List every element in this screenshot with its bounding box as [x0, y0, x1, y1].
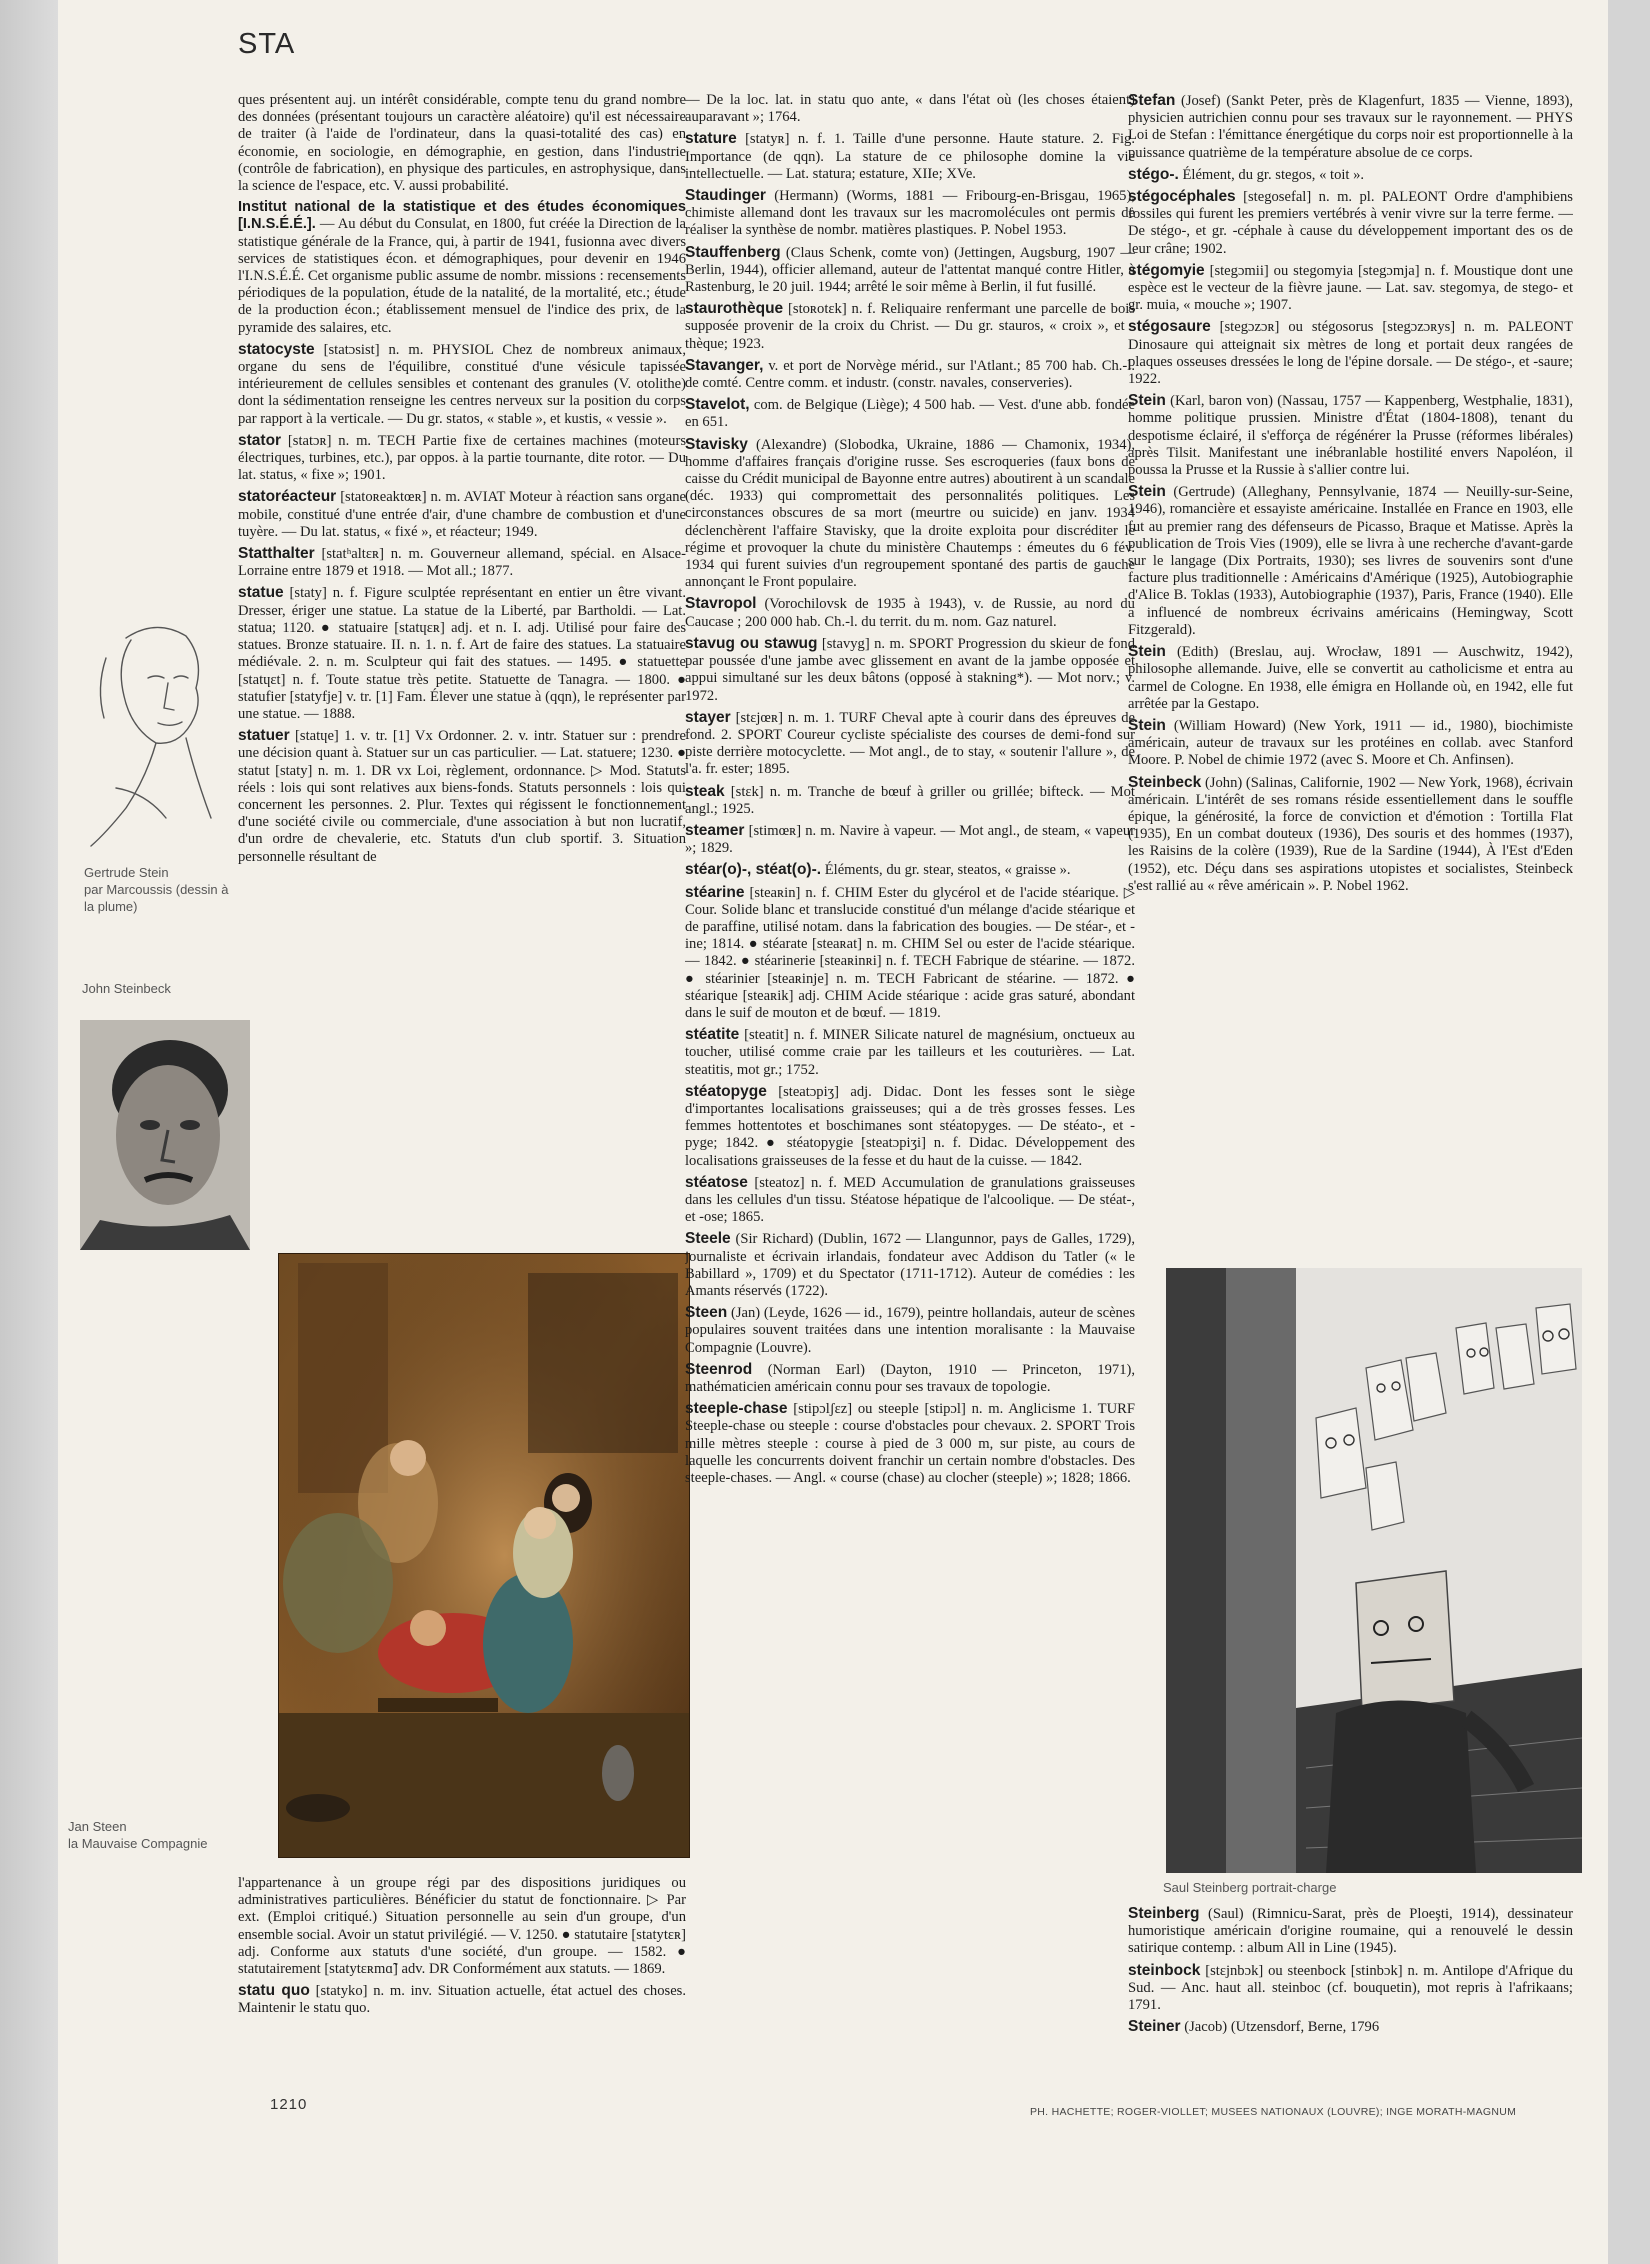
- photo-image: [80, 1020, 250, 1250]
- entry-statthalter: Statthalter [statʰaltɛʀ] n. m. Gouverneur allemand, spécial. en Alsace-Lorraine entre 1879 et 1918. — Mot all.; 1877.: [238, 545, 686, 580]
- page-number: 1210: [270, 2096, 308, 2113]
- column-1: [238, 92, 686, 1232]
- caption-saul-steinberg: Saul Steinberg portrait-charge: [1163, 1880, 1337, 1895]
- caption-steinberg-detail: portrait-charge: [1251, 1880, 1337, 1895]
- entry-stefan: Stefan (Josef) (Sankt Peter, près de Klagenfurt, 1835 — Vienne, 1893), physicien autrichien connu pour ses travaux sur le rayonnement. — PHYS Loi de Stefan : l'émittance énergétique du corps noir est proportionnelle à la puissance quatrième de la température absolue de ce corps.: [1128, 92, 1573, 161]
- entry-steinbock: steinbock [stɛjnbɔk] ou steenbock [stinbɔk] n. m. Antilope d'Afrique du Sud. — Anc. haut all. steinboc (cf. bouquetin), mot repris à l'afrikaans; 1791.: [1128, 1961, 1573, 2014]
- caption-john-steinbeck: John Steinbeck: [82, 981, 171, 996]
- entry-stein-gertrude: Stein (Gertrude) (Alleghany, Pennsylvanie, 1874 — Neuilly-sur-Seine, 1946), romancière et essayiste américaine. Installée en France en 1903, elle fut au premier rang des défenseurs de Picasso, Braque et Matisse. Après la publication de Trois Vies (1909), elle se livra à une recherche d'avant-garde sur le langage (Dix Portraits, 1930); ses livres de souvenirs sont d'une facture plus traditionnelle : Américains d'Amérique (1925), Autobiographie d'Alice B. Toklas (1933), Autobiographie (1937), Paris, France (1940). Elle a influencé de nombreux écrivains américains (Hemingway, Scott Fitzgerald).: [1128, 483, 1573, 638]
- entry-statistique-cont: ques présentent auj. un intérêt considérable, compte tenu du grand nombre des données (présentant toujours un caractère aléatoire) qu'il est nécessaire de traiter (à l'aide de l'ordinateur, dans la quasi-totalité des cas) en économie, en sociologie, en démographie, en gestion, dans l'industrie (contrôle de fabrication), en physique des particules, en astrophysique, dans la science de l'espace, etc. V. aussi probabilité.: [238, 92, 686, 195]
- entry-stein-william: Stein (William Howard) (New York, 1911 — id., 1980), biochimiste américain, auteur de travaux sur les protéines en collab. avec Stanford Moore. P. Nobel de chimie 1972 (avec S. Moore et Ch. Anfinsen).: [1128, 716, 1573, 769]
- entry-statocyste: statocyste [statɔsist] n. m. PHYSIOL Chez de nombreux animaux, organe du sens de l'équilibre, constitué d'une vésicule tapissée intérieurement de cellules sensibles et contenant des granules (V. otolithe) dont la sédimentation renseigne les centres nerveux sur la position du corps par rapport à la verticale. — Du gr. statos, « stable », et kustis, « vessie ».: [238, 340, 686, 427]
- entry-statu-quo-cont: — De la loc. lat. in statu quo ante, « dans l'état où (les choses étaient) auparavant »; 1764.: [685, 92, 1135, 126]
- entry-staudinger: Staudinger (Hermann) (Worms, 1881 — Fribourg-en-Brisgau, 1965), chimiste allemand dont les travaux sur les macromolécules ont permis de réaliser la synthèse de nombr. matières plastiques. P. Nobel 1953.: [685, 187, 1135, 239]
- entry-stegocephales: stégocéphales [stegosefal] n. m. pl. PALEONT Ordre d'amphibiens fossiles qui furent les premiers vertébrés à venir vivre sur la terre ferme. — De stégo-, et gr. -céphale à cause du développement important des os de leur crâne; 1902.: [1128, 188, 1573, 257]
- painting-image: [278, 1253, 690, 1858]
- entry-steak: steak [stɛk] n. m. Tranche de bœuf à griller ou grillée; bifteck. — Mot angl.; 1925.: [685, 782, 1135, 817]
- entry-statoreacteur: statoréacteur [statoʀeaktœʀ] n. m. AVIAT Moteur à réaction sans organe mobile, constitué d'une entrée d'air, d'une chambre de combustion et d'une tuyère. — Du lat. status, « fixé », et réacteur; 1949.: [238, 488, 686, 540]
- entry-stavisky: Stavisky (Alexandre) (Slobodka, Ukraine, 1886 — Chamonix, 1934), homme d'affaires français d'origine russe. Ses escroqueries (faux bons de caisse du Crédit municipal de Bayonne entre autres) aboutirent à un scandale (déc. 1933) qui compromettait des personnalités politiques. Les circonstances obscures de sa mort (meurtre ou suicide) en janv. 1934 déclenchèrent l'affaire Stavisky, que la droite exploita pour discréditer le régime et provoquer la chute du ministère Chautemps : émeutes du 6 fév. 1934 qui furent suivies d'un regroupement spontané des partis de gauche annonçant le Front populaire.: [685, 435, 1135, 591]
- entry-steiner: Steiner (Jacob) (Utzensdorf, Berne, 1796: [1128, 2018, 1380, 2036]
- entry-stegosaure: stégosaure [stegɔzɔʀ] ou stégosorus [stegɔzɔʀys] n. m. PALEONT Dinosaure qui atteignait six mètres de long et portait deux rangées de plaques osseuses dressées le long de l'épine dorsale. — De stégo-, et -saure; 1922.: [1128, 318, 1573, 388]
- john-steinbeck-photo: [80, 1020, 250, 1250]
- running-header: STA: [238, 28, 296, 60]
- entry-stavropol: Stavropol (Vorochilovsk de 1935 à 1943), v. de Russie, au nord du Caucase ; 200 000 hab. Ch.-l. du territ. du m. nom. Gaz naturel.: [685, 595, 1135, 630]
- entry-stavelot: Stavelot, com. de Belgique (Liège); 4 500 hab. — Vest. d'une abb. fondée en 651.: [685, 396, 1135, 431]
- entry-stature: stature [statyʀ] n. f. 1. Taille d'une personne. Haute stature. 2. Fig. Importance (de qqn). La stature de ce philosophe domine la vie intellectuelle. — Lat. statura; estature, XIIe; XVe.: [685, 130, 1135, 182]
- entry-steinberg: Steinberg (Saul) (Rimnicu-Sarat, près de Ploeşti, 1914), dessinateur humoristique américain d'origine roumaine, qui a renouvelé le dessin satirique contemp. : album All in Line (1945).: [1128, 1905, 1573, 1957]
- entry-steatite: stéatite [steatit] n. f. MINER Silicate naturel de magnésium, onctueux au toucher, utilisé comme craie par les tailleurs et les couturières. — Lat. steatitis, mot gr.; 1752.: [685, 1026, 1135, 1078]
- caption-jan-steen: Jan Steen la Mauvaise Compagnie: [68, 1819, 208, 1851]
- painting-mauvaise-compagnie: [278, 1253, 690, 1858]
- entry-stego: stégo-. Élément, du gr. stegos, « toit ».: [1128, 165, 1365, 183]
- entry-stauffenberg: Stauffenberg (Claus Schenk, comte von) (Jettingen, Augsburg, 1907 — Berlin, 1944), officier allemand, auteur de l'attentat manqué contre Hitler, à Rastenburg, le 20 juil. 1944; arrêté le soir même à Berlin, il fut fusillé.: [685, 243, 1135, 296]
- scan-margin: [0, 0, 58, 2264]
- column-1-continued: [238, 1875, 686, 2070]
- column-3-continued: [1128, 1905, 1573, 2085]
- entry-statue: statue [staty] n. f. Figure sculptée représentant en entier un être vivant. Dresser, ériger une statue. La statue de la Liberté, par Bartholdi. — Lat. statua; 1120. ● statuaire [statɥɛʀ] adj. et n. I. adj. Utilisé pour faire des statues. Bronze statuaire. II. n. 1. n. f. Art de faire des statues. La statuaire médiévale. 2. n. m. Sculpteur qui fait des statues. — 1495. ● statuette [statɥɛt] n. f. Toute statue très petite. Statuette de Tanagra. — 1800. ● statufier [statyfje] v. tr. [1] Fam. Élever une statue à (qqn), le représenter par une statue. — 1888.: [238, 584, 686, 722]
- caption-gertrude-stein: Gertrude Stein par Marcoussis (dessin à la plume): [84, 865, 229, 914]
- entry-stear: stéar(o)-, stéat(o)-. Éléments, du gr. stear, steatos, « graisse ».: [685, 861, 1071, 879]
- entry-insee: Institut national de la statistique et des études économiques [I.N.S.É.É.]. — Au début du Consulat, en 1800, fut créée la Direction de la statistique générale de la France, qui, à partir de 1941, fusionna avec divers services de statistiques écon. et démographiques, pour devenir en 1946 l'I.N.S.É.É. Cet organisme public assume de nombr. missions : recensements périodiques de la population, étude de la natalité, de la mortalité, etc.; étude de la production écon.; établissement mensuel de l'indice des prix, de la pyramide des salaires, etc.: [238, 199, 686, 336]
- photo-credits: PH. HACHETTE; ROGER-VIOLLET; MUSEES NATIONAUX (LOUVRE); INGE MORATH-MAGNUM: [1030, 2106, 1517, 2118]
- sketch-image: [86, 618, 216, 848]
- entry-stator: stator [statɔʀ] n. m. TECH Partie fixe de certaines machines (moteurs électriques, turbines, etc.), par oppos. à la partie tournante, dite rotor. — Du lat. status, « fixe »; 1901.: [238, 431, 686, 484]
- entry-stein-karl: Stein (Karl, baron von) (Nassau, 1757 — Kappenberg, Westphalie, 1831), homme politique prussien. Ministre d'État (1804-1808), tenant du despotisme éclairé, il s'efforça de régénérer la Prusse (réformes libérales) après Tilsit. Manifestant une inébranlable hostilité envers Napoléon, il poussa la Prusse et la Russie à s'allier contre lui.: [1128, 392, 1573, 479]
- entry-stavug: stavug ou stawug [stavyg] n. m. SPORT Progression du skieur de fond par poussée d'une jambe avec glissement en avant de la jambe opposée et appui simultané sur les deux bâtons (opposé à stakning*). — Mot norv.; v. 1972.: [685, 634, 1135, 704]
- saul-steinberg-photo: [1166, 1268, 1582, 1873]
- entry-steatopyge: stéatopyge [steatɔpiʒ] adj. Didac. Dont les fesses sont le siège d'importantes localisations graisseuses; qui a de très grosses fesses. Les femmes hottentotes et boschimanes sont stéatopyges. — De stéato-, et -pyge; 1842. ● stéatopygie [steatɔpiʒi] n. f. Didac. Développement des localisations graisseuses de la fesse et du haut de la cuisse. — 1842.: [685, 1082, 1135, 1169]
- gertrude-stein-drawing: [86, 618, 216, 848]
- entry-steamer: steamer [stimœʀ] n. m. Navire à vapeur. — Mot angl., de steam, « vapeur »; 1829.: [685, 821, 1135, 857]
- entry-stayer: stayer [stɛjœʀ] n. m. 1. TURF Cheval apte à courir dans des épreuves de fond. 2. SPORT Coureur cycliste spécialiste des courses de demi-fond sur piste derrière motocyclette. — Mot angl., de to stay, « soutenir l'allure », de l'a. fr. ester; 1895.: [685, 708, 1135, 778]
- entry-steatose: stéatose [steatoz] n. f. MED Accumulation de granulations graisseuses dans les cellules d'un tissu. Stéatose hépatique de l'alcoolique. — De stéat-, et -ose; 1865.: [685, 1173, 1135, 1226]
- entry-staurotheque: staurothèque [stoʀotɛk] n. f. Reliquaire renfermant une parcelle de bois supposée provenir de la croix du Christ. — Du gr. stauros, « croix », et -thèque; 1923.: [685, 300, 1135, 352]
- entry-stearine: stéarine [steaʀin] n. f. CHIM Ester du glycérol et de l'acide stéarique. ▷ Cour. Solide blanc et translucide constitué d'un mélange d'acide stéarique et de paraffine, utilisé notam. dans la fabrication des bougies. — De stéar-, et -ine; 1814. ● stéarate [steaʀat] n. m. CHIM Sel ou ester de l'acide stéarique. — 1842. ● stéarinerie [steaʀinʀi] n. f. TECH Fabrique de stéarine. — 1872. ● stéarinier [steaʀinje] n. m. TECH Fabricant de stéarine. — 1872. ● stéarique [steaʀik] adj. CHIM Acide stéarique : acide gras saturé, abondant dans le suif de mouton et de bœuf. — 1819.: [685, 883, 1135, 1021]
- entry-steinbeck: Steinbeck (John) (Salinas, Californie, 1902 — New York, 1968), écrivain américain. L'intérêt de ses romans réside essentiellement dans le souffle épique, la générosité, la force de conviction et d'émotion : Tortilla Flat (1935), En un combat douteux (1936), Des souris et des hommes (1937), les Raisins de la colère (1939), Rue de la Sardine (1944), À l'Est d'Eden (1952), etc. Déçu dans ses aspirations utopistes et socialistes, Steinbeck s'est rallié au « rêve américain ». P. Nobel 1962.: [1128, 773, 1573, 894]
- entry-steele: Steele (Sir Richard) (Dublin, 1672 — Llangunnor, pays de Galles, 1729), journaliste et écrivain irlandais, fondateur avec Addison du Tatler (« le Babillard », 1709) et du Spectator (1711-1712). Auteur de comédies : les Amants réservés (1722).: [685, 1230, 1135, 1299]
- column-3: [1128, 92, 1573, 1262]
- entry-statu-quo: statu quo [statyko] n. m. inv. Situation actuelle, état actuel des choses. Maintenir le statu quo.: [238, 1982, 686, 2017]
- column-2: [685, 92, 1135, 2082]
- entry-statuer: statuer [statɥe] 1. v. tr. [1] Vx Ordonner. 2. v. intr. Statuer sur : prendre une décision quant à. Statuer sur un cas particulier. — Lat. statuere; 1230. ● statut [staty] n. m. 1. DR vx Loi, règlement, ordonnance. ▷ Mod. Statuts réels : lois qui sont relatives aux biens-fonds. Statuts personnels : lois qui concernent les personnes. 2. Plur. Textes qui régissent le fonctionnement d'une société civile ou commerciale, d'une association à but non lucratif, d'un ordre de chevalerie, etc. Statuts d'un club sportif. 3. Situation personnelle résultant de: [238, 727, 686, 865]
- entry-steen: Steen (Jan) (Leyde, 1626 — id., 1679), peintre hollandais, auteur de scènes populaires souvent traitées dans une intention moralisante : la Mauvaise Compagnie (Louvre).: [685, 1304, 1135, 1356]
- entry-stein-edith: Stein (Edith) (Breslau, auj. Wrocław, 1891 — Auschwitz, 1942), philosophe allemande. Juive, elle se convertit au catholicisme et entra au carmel de Cologne. En 1938, elle émigra en Hollande où, en 1942, elle fut arrêtée par la Gestapo.: [1128, 643, 1573, 712]
- photo-image: [1166, 1268, 1582, 1873]
- entry-stegomyie: stégomyie [stegɔmii] ou stegomyia [stegɔmja] n. f. Moustique dont une espèce est le vecteur de la fièvre jaune. — Lat. sav. stegomya, de stego- et gr. muia, « mouche »; 1907.: [1128, 261, 1573, 314]
- entry-statut-cont: l'appartenance à un groupe régi par des dispositions juridiques ou administratives particulières. Bénéficier du statut de fonctionnaire. ▷ Par ext. (Emploi critiqué.) Situation personnelle au sein d'un groupe, d'un ensemble social. Avoir un statut privilégié. — V. 1250. ● statutaire [statytɛʀ] adj. Conforme aux statuts d'une société, d'un groupe. — 1582. ● statutairement [statytɛʀmɑ̃] adv. DR Conformément aux statuts. — 1869.: [238, 1875, 686, 1978]
- entry-steeple-chase: steeple-chase [stipɔlʃɛz] ou steeple [stipɔl] n. m. Anglicisme 1. TURF Steeple-chase ou steeple : course d'obstacles pour chevaux. 2. SPORT Trois mille mètres steeple : course à pied de 3 000 m, sur piste, au cours de laquelle les concurrents doivent franchir un certain nombre d'obstacles. Des steeple-chases. — Angl. « course (chase) au clocher (steeple) »; 1828; 1866.: [685, 1400, 1135, 1487]
- entry-steenrod: Steenrod (Norman Earl) (Dayton, 1910 — Princeton, 1971), mathématicien américain connu pour ses travaux de topologie.: [685, 1360, 1135, 1396]
- entry-stavanger: Stavanger, v. et port de Norvège mérid., sur l'Atlant.; 85 700 hab. Ch.-l. de comté. Centre comm. et industr. (constr. navales, conserveries).: [685, 356, 1135, 392]
